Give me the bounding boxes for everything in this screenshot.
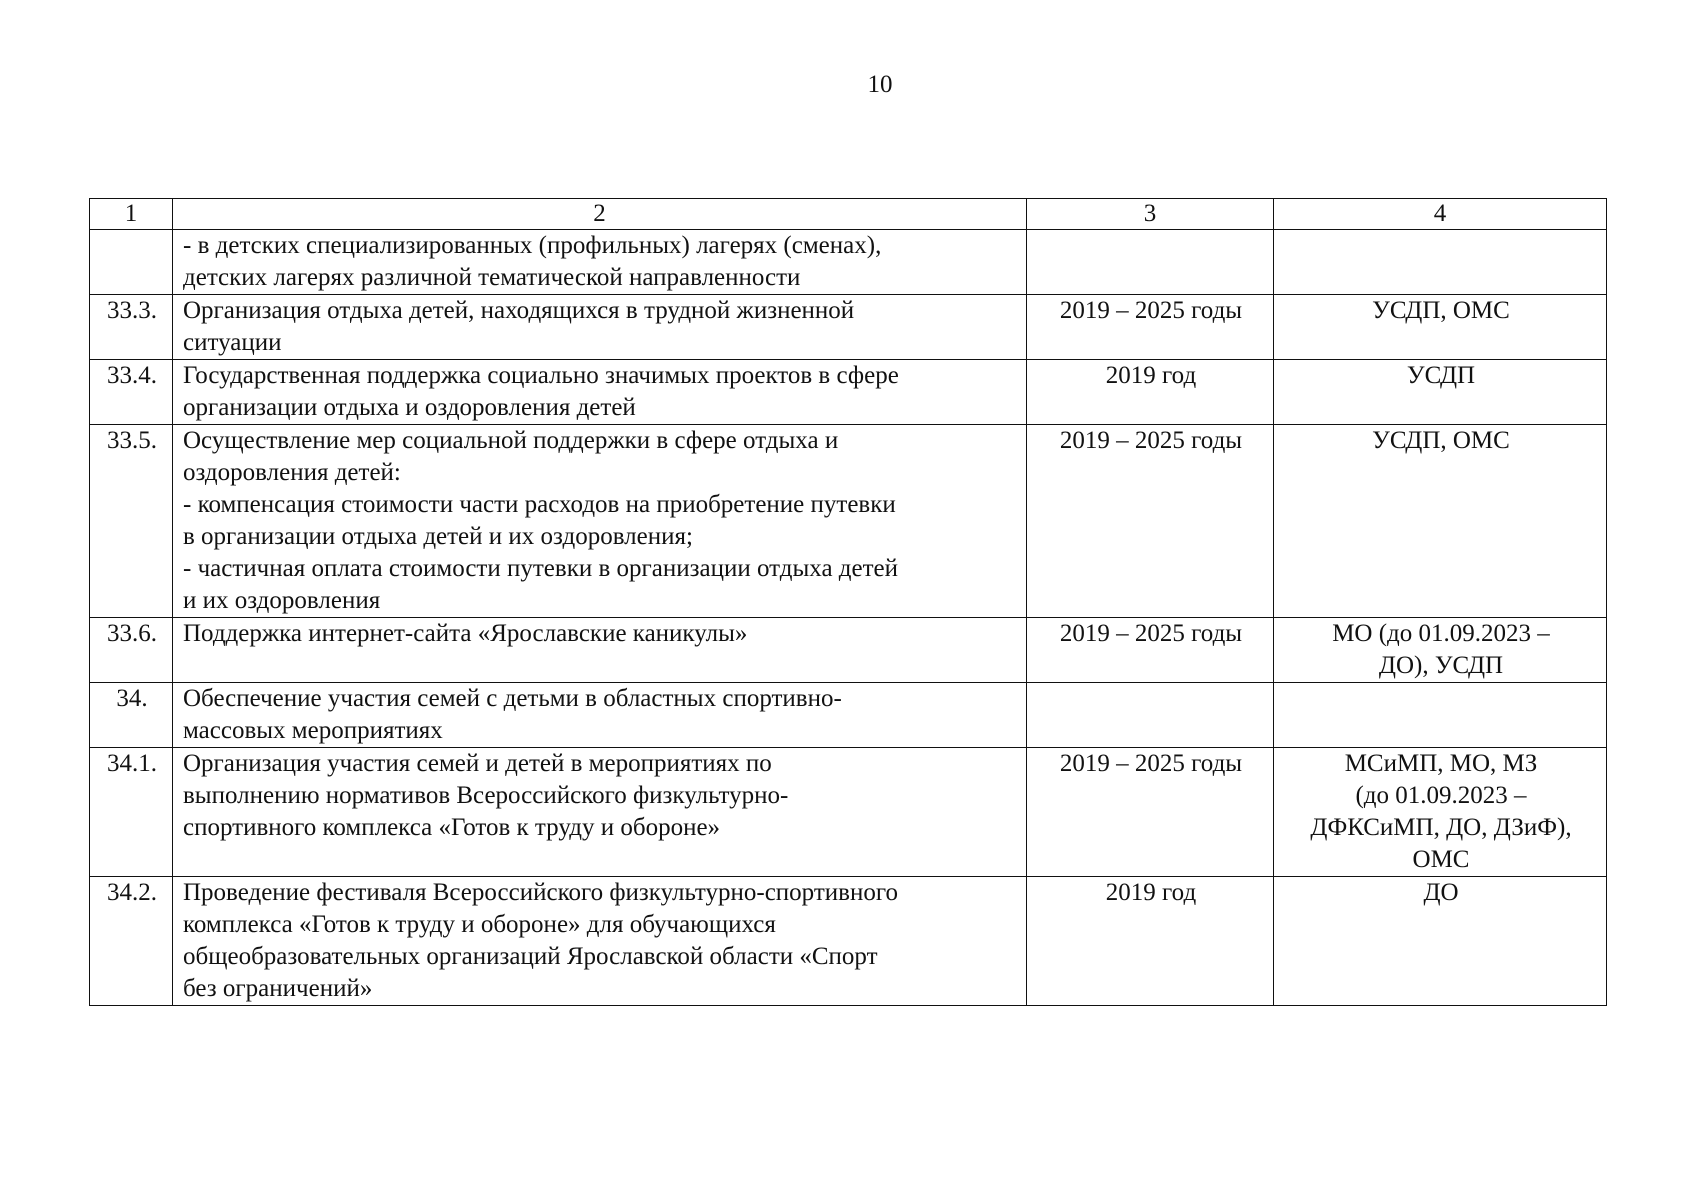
measure-description-line: комплекса «Готов к труду и обороне» для обучающихся <box>183 911 776 938</box>
measure-description <box>173 877 1027 1006</box>
measure-description <box>173 683 1027 748</box>
page-number: 10 <box>867 71 893 98</box>
measure-description-line: общеобразовательных организаций Ярославской области «Спорт <box>183 943 878 970</box>
responsible-executor <box>1274 877 1607 1006</box>
table-row <box>90 425 1607 618</box>
measure-description-line: Организация отдыха детей, находящихся в трудной жизненной <box>183 297 855 324</box>
implementation-period <box>1027 230 1274 295</box>
responsible-executor-line: (до 01.09.2023 – <box>1355 782 1527 809</box>
measure-description <box>173 230 1027 295</box>
row-number: 34.2. <box>90 877 173 1006</box>
measure-description-line: Проведение фестиваля Всероссийского физкультурно-спортивного <box>183 879 898 906</box>
responsible-executor-line: ДФКСиМП, ДО, ДЗиФ), <box>1310 814 1572 841</box>
measures-table <box>89 198 1607 1006</box>
measure-description-line: Поддержка интернет-сайта «Ярославские каникулы» <box>183 620 748 647</box>
measure-description-line: Организация участия семей и детей в мероприятиях по <box>183 750 772 777</box>
measure-description-line: оздоровления детей: <box>183 459 401 486</box>
measure-description-line: массовых мероприятиях <box>183 717 443 744</box>
implementation-period: 2019 – 2025 годы <box>1027 295 1274 360</box>
table-row <box>90 295 1607 360</box>
row-number: 34. <box>90 683 173 748</box>
table-body <box>90 230 1607 1006</box>
measure-description-line: - компенсация стоимости части расходов на приобретение путевки <box>183 491 896 518</box>
table-row <box>90 748 1607 877</box>
measure-description-line: организации отдыха и оздоровления детей <box>183 394 636 421</box>
measure-description-line: - в детских специализированных (профильных) лагерях (сменах), <box>183 232 882 259</box>
measure-description <box>173 295 1027 360</box>
row-number: 33.6. <box>90 618 173 683</box>
responsible-executor-line: ДО <box>1423 879 1459 906</box>
table-row <box>90 877 1607 1006</box>
implementation-period: 2019 год <box>1027 877 1274 1006</box>
responsible-executor <box>1274 360 1607 425</box>
responsible-executor <box>1274 295 1607 360</box>
measure-description-line: выполнению нормативов Всероссийского физкультурно- <box>183 782 789 809</box>
column-header-measure: 2 <box>173 199 1027 230</box>
responsible-executor <box>1274 618 1607 683</box>
row-number <box>90 230 173 295</box>
measure-description-line: детских лагерях различной тематической направленности <box>183 264 801 291</box>
measure-description-line: ситуации <box>183 329 282 356</box>
row-number: 33.5. <box>90 425 173 618</box>
measure-description-line: Обеспечение участия семей с детьми в областных спортивно- <box>183 685 842 712</box>
responsible-executor <box>1274 425 1607 618</box>
responsible-executor-line: ДО), УСДП <box>1378 652 1504 679</box>
implementation-period: 2019 – 2025 годы <box>1027 425 1274 618</box>
responsible-executor <box>1274 683 1607 748</box>
responsible-executor-line: МСиМП, МО, МЗ <box>1344 750 1538 777</box>
measure-description-line: и их оздоровления <box>183 587 381 614</box>
implementation-period: 2019 год <box>1027 360 1274 425</box>
implementation-period: 2019 – 2025 годы <box>1027 618 1274 683</box>
measure-description <box>173 748 1027 877</box>
table-row <box>90 618 1607 683</box>
implementation-period: 2019 – 2025 годы <box>1027 748 1274 877</box>
measure-description-line: в организации отдыха детей и их оздоровления; <box>183 523 693 550</box>
table-row <box>90 683 1607 748</box>
responsible-executor <box>1274 230 1607 295</box>
measure-description-line: спортивного комплекса «Готов к труду и обороне» <box>183 814 721 841</box>
row-number: 33.3. <box>90 295 173 360</box>
responsible-executor-line: УСДП, ОМС <box>1372 427 1510 454</box>
responsible-executor-line: УСДП, ОМС <box>1372 297 1510 324</box>
table-header-row <box>90 199 1607 230</box>
measure-description <box>173 425 1027 618</box>
row-number: 33.4. <box>90 360 173 425</box>
table-row <box>90 360 1607 425</box>
responsible-executor-line: ОМС <box>1412 846 1470 873</box>
measure-description <box>173 618 1027 683</box>
measure-description-line: Государственная поддержка социально значимых проектов в сфере <box>183 362 899 389</box>
row-number: 34.1. <box>90 748 173 877</box>
implementation-period <box>1027 683 1274 748</box>
column-header-period: 3 <box>1027 199 1274 230</box>
responsible-executor-line: УСДП <box>1406 362 1476 389</box>
table-row <box>90 230 1607 295</box>
column-header-executor: 4 <box>1274 199 1607 230</box>
responsible-executor <box>1274 748 1607 877</box>
measure-description <box>173 360 1027 425</box>
responsible-executor-line: МО (до 01.09.2023 – <box>1332 620 1550 647</box>
measure-description-line: без ограничений» <box>183 975 373 1002</box>
measure-description-line: Осуществление мер социальной поддержки в сфере отдыха и <box>183 427 839 454</box>
column-header-number: 1 <box>90 199 173 230</box>
measure-description-line: - частичная оплата стоимости путевки в организации отдыха детей <box>183 555 899 582</box>
